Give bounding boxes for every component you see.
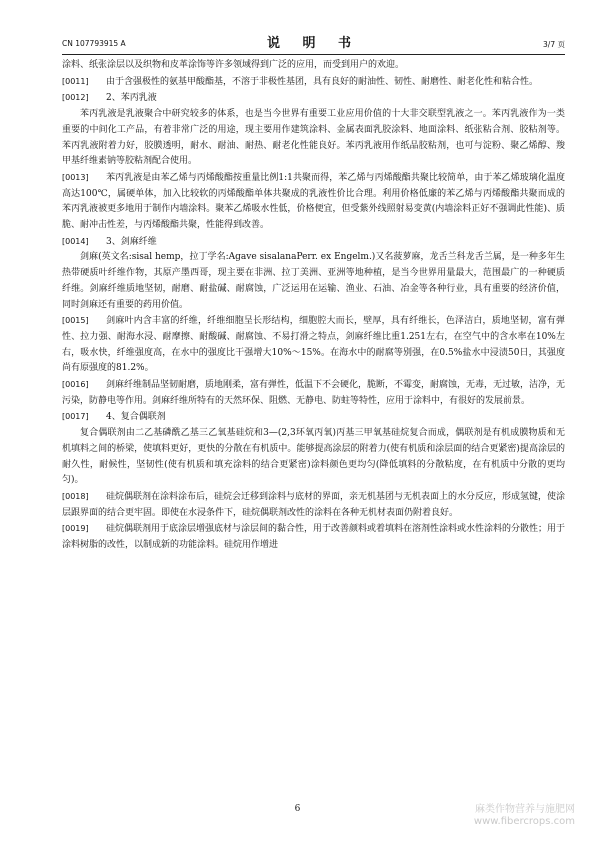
paragraph xyxy=(62,521,565,553)
watermark-url: www.fibercrops.com xyxy=(473,816,575,827)
paragraph-text: 苯丙乳液是由苯乙烯与丙烯酸酯按重量比例1:1共聚而得，苯乙烯与丙烯酸酯共聚比较简单，由于苯乙烯玻璃化温度高达100℃，属硬单体，加入比较软的丙烯酸酯单体共聚成的乳液性价比合理。利用价格低廉的苯乙烯与丙烯酸酯共聚而成的苯丙乳液被更多地用于制作内墙涂料。聚苯乙烯吸水性低，价格便宜，但受紫外线照射易变黄(内墙涂料正好不强调此性能)、质脆、耐冲击性差，与丙烯酸酯共聚，性能得到改善。 xyxy=(62,172,565,231)
paragraph-number: [0011] xyxy=(62,76,89,86)
paragraph xyxy=(62,426,565,489)
paragraph xyxy=(62,74,565,91)
page-number: 6 xyxy=(294,804,301,814)
paragraph xyxy=(62,170,565,234)
paragraph-text: 涂料、纸张涂层以及织物和皮革涂饰等许多领域得到广泛的应用，而受到用户的欢迎。 xyxy=(62,60,405,70)
paragraph xyxy=(62,489,565,521)
paragraph-text: 复合偶联剂由二乙基磷酰乙基三乙氧基硅烷和3—(2,3环氧丙氧)丙基三甲氧基硅烷复合而成，偶联剂是有机成膜物质和无机填料之间的桥梁，使填料更好，更快的分散在有机质中。能够提高涂层的附着力(使有机质和涂层面的结合更紧密)提高涂层的耐久性，耐候性，坚韧性(使有机质和填充涂料的结合更紧密)涂料颜色更均匀(降低填料的分散粘度，在有机质中分散的更均匀)。 xyxy=(62,428,565,486)
page-header xyxy=(62,32,565,52)
paragraph-text: 硅烷偶联剂用于底涂层增强底材与涂层间的黏合性，用于改善颜料或着填料在溶剂性涂料或水性涂料的分散性；用于涂料树脂的改性，以制成新的功能涂料。硅烷用作增进 xyxy=(62,524,566,551)
paragraph-number: [0019] xyxy=(62,524,89,534)
paragraph xyxy=(62,313,565,377)
paragraph-number: [0015] xyxy=(62,316,89,326)
paragraph-text: 3、剑麻纤维 xyxy=(106,236,157,247)
paragraph-text: 剑麻纤维制品坚韧耐磨，质地刚柔，富有弹性，低温下不会硬化，脆断，不霉变，耐腐蚀，无毒，无过敏，洁净，无污染，防静电等作用。剑麻纤维所特有的天然环保、阻燃、无静电、防蛀等特性，应用于涂料中，有很好的发展前景。 xyxy=(62,380,566,406)
paragraph-text: 硅烷偶联剂在涂料涂布后，硅烷会迁移到涂料与底材的界面，亲无机基团与无机表面上的水分反应，形成氢键，使涂层跟界面的结合更牢固。即使在水浸条件下，硅烷偶联剂改性的涂料在各种无机材表面仍附着良好。 xyxy=(62,491,566,518)
paragraph-number: [0016] xyxy=(62,380,89,390)
paragraph-text: 苯丙乳液是乳液聚合中研究较多的体系，也是当今世界有重要工业应用价值的十大非交联型乳液之一。苯丙乳液作为一类重要的中间化工产品，有着非常广泛的用途，现主要用作建筑涂料、金属表面乳胶涂料、地面涂料、纸张粘合剂、胶粘剂等。苯丙乳液附着力好，胶膜透明，耐水、耐油、耐热、耐老化性能良好。苯丙乳液用作纸品胶粘剂，也可与淀粉、聚乙烯醇、羧甲基纤维素钠等胶粘剂配合使用。 xyxy=(62,109,565,167)
paragraph xyxy=(62,107,565,170)
paragraph-text: 剑麻叶内含丰富的纤维，纤维细胞呈长形结构，细胞腔大而长，壁厚，具有纤维长，色泽洁白，质地坚韧，富有弹性、拉力强、耐海水浸、耐摩擦、耐酸碱、耐腐蚀、不易打滑之特点，剑麻纤维比重1.251左右，在空气中的含水率在10%左右，吸水快，纤维强度高，在水中的强度比干强增大10%～15%。在海水中的耐腐等别强，在0.5%盐水中浸渍50日，其强度尚有原强度的81.2%。 xyxy=(62,316,565,374)
paragraph xyxy=(62,250,565,313)
paragraph-number: [0017] xyxy=(62,412,89,422)
patent-number: CN 107793915 A xyxy=(62,39,126,48)
page-ratio: 3/7 页 xyxy=(543,40,565,49)
paragraph xyxy=(62,58,565,74)
site-watermark xyxy=(474,804,575,828)
header-rule xyxy=(62,54,565,55)
document-body xyxy=(62,58,565,554)
paragraph xyxy=(62,234,565,251)
paragraph-number: [0014] xyxy=(62,236,89,246)
paragraph-number: [0013] xyxy=(62,172,89,182)
paragraph-text: 剑麻(英文名:sisal hemp，拉丁学名:Agave sisalanaPerr. ex Engelm.)又名菠萝麻，龙舌兰科龙舌兰属，是一种多年生热带硬质叶纤维作物，其原产墨西哥，现主要在非洲、拉丁美洲、亚洲等地种植，是当今世界用量最大，范围最广的一种硬质纤维。剑麻纤维质地坚韧，耐磨、耐盐碱、耐腐蚀，广泛运用在运输、渔业、石油、冶金等各种行业，具有重要的经济价值，同时剑麻还有重要的药用价值。 xyxy=(62,252,565,310)
paragraph xyxy=(62,409,565,426)
paragraph-text: 由于含强极性的氨基甲酸酯基，不溶于非极性基团，具有良好的耐油性、韧性、耐磨性、耐老化性和粘合性。 xyxy=(106,76,539,87)
paragraph-text: 4、复合偶联剂 xyxy=(106,412,166,423)
paragraph xyxy=(62,377,565,409)
paragraph-number: [0012] xyxy=(62,93,89,103)
watermark-title: 麻类作物营养与施肥网 xyxy=(475,804,575,815)
paragraph-text: 2、苯丙乳液 xyxy=(106,93,157,104)
paragraph xyxy=(62,90,565,107)
document-title: 说 明 书 xyxy=(266,36,361,51)
paragraph-number: [0018] xyxy=(62,491,89,501)
